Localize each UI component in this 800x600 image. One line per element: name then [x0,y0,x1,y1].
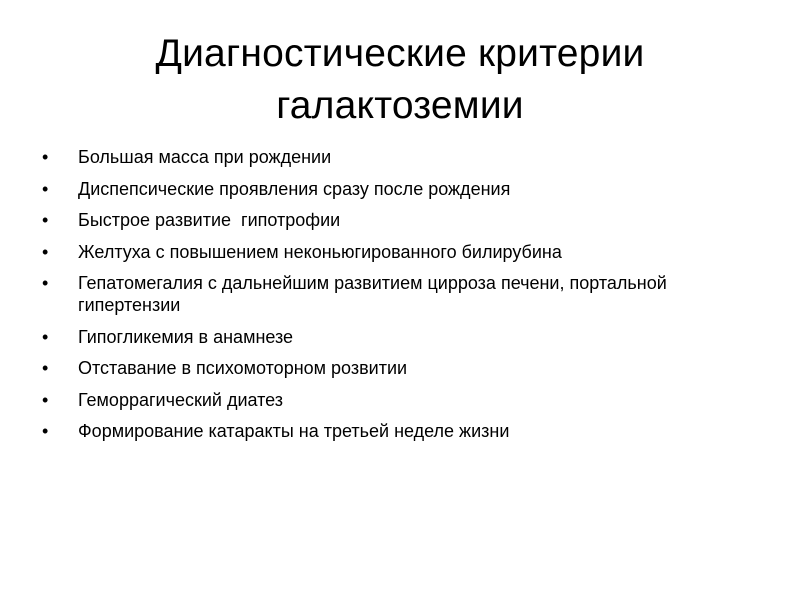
bullet-icon: • [42,273,49,293]
bullet-icon: • [42,210,49,230]
bullet-icon: • [42,241,49,262]
bullet-icon: • [42,389,49,410]
list-item [42,389,762,411]
list-item [42,241,762,263]
list-item [42,209,762,231]
bullet-icon: • [42,358,49,378]
list-item [42,357,762,379]
list-item-text: Гипогликемия в анамнезе [78,326,294,347]
bullet-icon: • [42,326,49,347]
bullet-icon: • [42,178,49,199]
list-item-text: Быстрое развитие гипотрофии [78,210,341,230]
list-item [42,420,762,442]
list-item [42,178,762,200]
criteria-list [42,146,762,452]
list-item-text: Формирование катаракты на третьей неделе жизни [78,421,510,441]
list-item-text: Геморрагический диатез [78,389,284,410]
bullet-icon: • [42,421,49,441]
list-item-text: Диспепсические проявления сразу после рождения [78,178,511,199]
list-item-text: Отставание в психомоторном розвитии [78,358,408,378]
list-item-text: Большая масса при рождении [78,147,332,167]
list-item [42,146,762,168]
bullet-icon: • [42,147,49,167]
list-item [42,326,762,348]
slide-title: Диагностические критерии галактоземии [155,32,645,127]
list-item-text: Гепатомегалия с дальнейшим развитием цирроза печени, портальной гипертензии [78,273,667,315]
list-item-text: Желтуха с повышением неконьюгированного билирубина [78,241,562,262]
list-item [42,272,762,316]
